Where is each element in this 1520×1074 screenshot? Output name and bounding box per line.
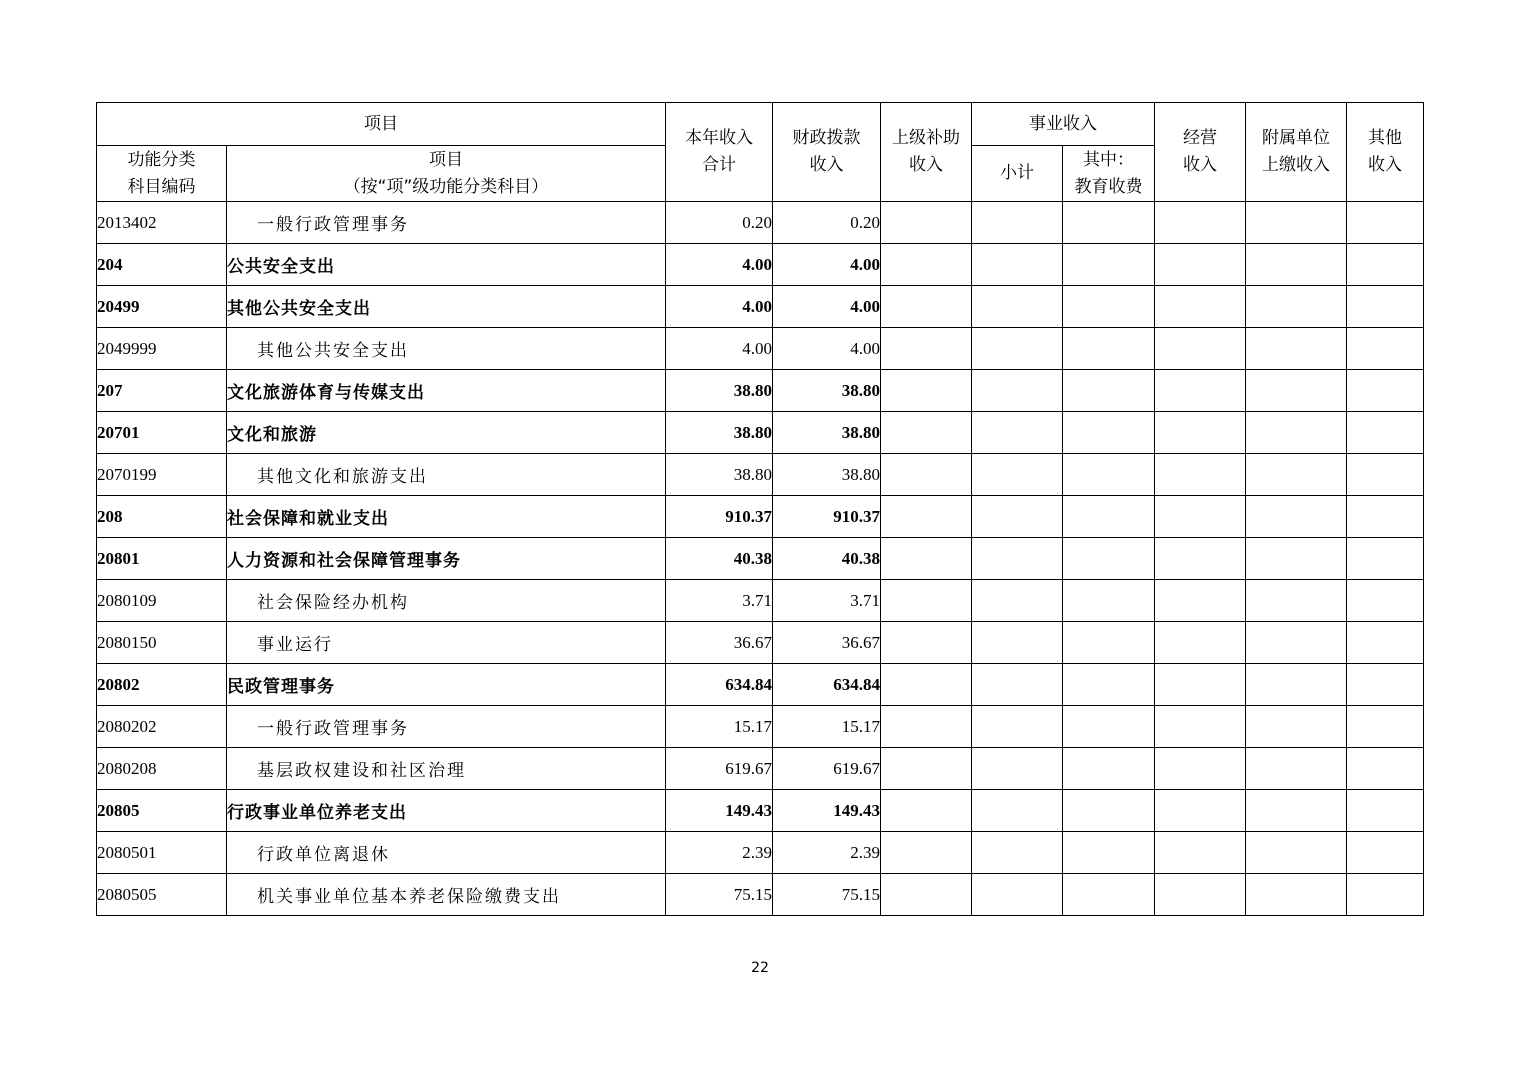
empty-cell [1063,202,1155,244]
total-income-value: 38.80 [666,454,773,496]
empty-cell [1347,286,1424,328]
empty-cell [1347,454,1424,496]
item-name: 其他公共安全支出 [227,328,666,370]
empty-cell [972,580,1063,622]
fiscal-allocation-value: 15.17 [773,706,881,748]
empty-cell [1347,874,1424,916]
empty-cell [972,790,1063,832]
empty-cell [972,538,1063,580]
affiliated-income-header: 附属单位 上缴收入 [1246,103,1347,202]
empty-cell [1063,664,1155,706]
item-name: 社会保险经办机构 [227,580,666,622]
empty-cell [1063,412,1155,454]
empty-cell [972,202,1063,244]
table-row [97,874,1424,916]
empty-cell [1063,496,1155,538]
fiscal-allocation-value: 619.67 [773,748,881,790]
education-fee-header: 其中： 教育收费 [1063,146,1155,202]
empty-cell [1246,622,1347,664]
empty-cell [972,622,1063,664]
empty-cell [1246,496,1347,538]
empty-cell [1155,412,1246,454]
empty-cell [1246,790,1347,832]
superior-subsidy-header: 上级补助 收入 [881,103,972,202]
empty-cell [881,412,972,454]
empty-cell [1246,202,1347,244]
empty-cell [1155,790,1246,832]
item-name: 其他文化和旅游支出 [227,454,666,496]
table-row [97,622,1424,664]
empty-cell [1246,244,1347,286]
empty-cell [1063,328,1155,370]
empty-cell [881,454,972,496]
empty-cell [972,328,1063,370]
empty-cell [1155,454,1246,496]
function-code: 2080501 [97,832,227,874]
empty-cell [881,580,972,622]
table-row [97,496,1424,538]
other-income-header: 其他 收入 [1347,103,1424,202]
table-row [97,706,1424,748]
fiscal-allocation-value: 4.00 [773,286,881,328]
empty-cell [1063,832,1155,874]
empty-cell [881,328,972,370]
empty-cell [881,622,972,664]
empty-cell [1347,328,1424,370]
item-header: 项目 （按“项”级功能分类科目） [227,146,666,202]
table-row [97,664,1424,706]
empty-cell [1246,832,1347,874]
empty-cell [1063,580,1155,622]
empty-cell [1063,790,1155,832]
empty-cell [1155,370,1246,412]
empty-cell [972,496,1063,538]
empty-cell [1347,202,1424,244]
empty-cell [1246,538,1347,580]
project-header: 项目 [97,103,666,146]
empty-cell [972,664,1063,706]
empty-cell [1246,370,1347,412]
total-income-value: 910.37 [666,496,773,538]
empty-cell [1347,412,1424,454]
empty-cell [1155,706,1246,748]
function-code: 20701 [97,412,227,454]
table-row [97,790,1424,832]
table-row [97,580,1424,622]
empty-cell [1155,832,1246,874]
fiscal-allocation-value: 4.00 [773,328,881,370]
fiscal-allocation-value: 149.43 [773,790,881,832]
empty-cell [1063,538,1155,580]
item-name: 一般行政管理事务 [227,202,666,244]
empty-cell [1155,748,1246,790]
total-income-value: 4.00 [666,328,773,370]
table-row [97,832,1424,874]
table-row [97,370,1424,412]
business-subtotal-header: 小计 [972,146,1063,202]
empty-cell [1063,622,1155,664]
empty-cell [972,286,1063,328]
empty-cell [1155,664,1246,706]
table-row [97,202,1424,244]
empty-cell [881,202,972,244]
item-name: 行政单位离退休 [227,832,666,874]
empty-cell [1246,328,1347,370]
function-code: 20499 [97,286,227,328]
total-income-value: 0.20 [666,202,773,244]
item-name: 一般行政管理事务 [227,706,666,748]
item-name: 文化和旅游 [227,412,666,454]
table-row [97,328,1424,370]
total-income-value: 75.15 [666,874,773,916]
function-code: 2080208 [97,748,227,790]
empty-cell [1063,286,1155,328]
empty-cell [1347,622,1424,664]
empty-cell [1155,580,1246,622]
item-name: 公共安全支出 [227,244,666,286]
item-name: 行政事业单位养老支出 [227,790,666,832]
empty-cell [972,706,1063,748]
empty-cell [1347,580,1424,622]
fiscal-allocation-value: 38.80 [773,454,881,496]
empty-cell [1063,706,1155,748]
fiscal-allocation-value: 75.15 [773,874,881,916]
function-code: 207 [97,370,227,412]
total-income-value: 4.00 [666,244,773,286]
total-income-value: 4.00 [666,286,773,328]
empty-cell [1246,748,1347,790]
function-code: 208 [97,496,227,538]
empty-cell [1155,328,1246,370]
total-income-value: 634.84 [666,664,773,706]
empty-cell [881,706,972,748]
fiscal-allocation-value: 634.84 [773,664,881,706]
empty-cell [972,874,1063,916]
empty-cell [972,244,1063,286]
total-income-value: 2.39 [666,832,773,874]
empty-cell [972,454,1063,496]
empty-cell [1347,370,1424,412]
function-code: 2080109 [97,580,227,622]
function-code: 2013402 [97,202,227,244]
empty-cell [1063,748,1155,790]
item-name: 文化旅游体育与传媒支出 [227,370,666,412]
fiscal-allocation-value: 36.67 [773,622,881,664]
empty-cell [881,832,972,874]
empty-cell [1155,622,1246,664]
empty-cell [1347,748,1424,790]
empty-cell [972,412,1063,454]
empty-cell [972,370,1063,412]
table-row [97,748,1424,790]
function-code: 2070199 [97,454,227,496]
item-name: 其他公共安全支出 [227,286,666,328]
item-name: 人力资源和社会保障管理事务 [227,538,666,580]
empty-cell [1347,832,1424,874]
fiscal-allocation-value: 38.80 [773,370,881,412]
function-code: 20805 [97,790,227,832]
empty-cell [881,370,972,412]
fiscal-allocation-value: 38.80 [773,412,881,454]
fiscal-allocation-value: 3.71 [773,580,881,622]
total-income-value: 15.17 [666,706,773,748]
total-income-value: 3.71 [666,580,773,622]
item-name: 基层政权建设和社区治理 [227,748,666,790]
empty-cell [881,664,972,706]
table-row [97,454,1424,496]
empty-cell [881,244,972,286]
function-code: 2049999 [97,328,227,370]
page-number: 22 [751,960,769,976]
item-name: 民政管理事务 [227,664,666,706]
empty-cell [1347,790,1424,832]
item-name: 机关事业单位基本养老保险缴费支出 [227,874,666,916]
function-code: 2080202 [97,706,227,748]
function-code: 2080505 [97,874,227,916]
total-income-value: 36.67 [666,622,773,664]
empty-cell [881,286,972,328]
table-body [97,202,1424,916]
empty-cell [1155,202,1246,244]
fiscal-allocation-value: 2.39 [773,832,881,874]
fiscal-allocation-value: 4.00 [773,244,881,286]
empty-cell [1246,286,1347,328]
empty-cell [1063,244,1155,286]
fiscal-allocation-value: 0.20 [773,202,881,244]
empty-cell [1063,454,1155,496]
function-code-header: 功能分类 科目编码 [97,146,227,202]
table-row [97,538,1424,580]
function-code: 20801 [97,538,227,580]
fiscal-allocation-value: 40.38 [773,538,881,580]
business-income-header: 事业收入 [972,103,1155,146]
empty-cell [881,874,972,916]
empty-cell [881,538,972,580]
total-income-value: 40.38 [666,538,773,580]
empty-cell [1155,286,1246,328]
empty-cell [1063,370,1155,412]
fiscal-allocation-header: 财政拨款 收入 [773,103,881,202]
empty-cell [1347,538,1424,580]
function-code: 204 [97,244,227,286]
empty-cell [881,748,972,790]
empty-cell [1246,706,1347,748]
operating-income-header: 经营 收入 [1155,103,1246,202]
function-code: 20802 [97,664,227,706]
empty-cell [1155,538,1246,580]
total-income-value: 149.43 [666,790,773,832]
empty-cell [1347,664,1424,706]
income-budget-table [96,102,1424,916]
total-income-value: 38.80 [666,370,773,412]
empty-cell [1155,496,1246,538]
function-code: 2080150 [97,622,227,664]
table-row [97,412,1424,454]
fiscal-allocation-value: 910.37 [773,496,881,538]
table-row [97,286,1424,328]
empty-cell [972,832,1063,874]
empty-cell [1155,244,1246,286]
empty-cell [1246,580,1347,622]
item-name: 事业运行 [227,622,666,664]
table-row [97,244,1424,286]
empty-cell [1155,874,1246,916]
total-income-header: 本年收入 合计 [666,103,773,202]
empty-cell [1246,664,1347,706]
empty-cell [1347,496,1424,538]
empty-cell [1246,874,1347,916]
empty-cell [972,748,1063,790]
total-income-value: 38.80 [666,412,773,454]
item-name: 社会保障和就业支出 [227,496,666,538]
empty-cell [881,496,972,538]
empty-cell [1347,244,1424,286]
empty-cell [1347,706,1424,748]
total-income-value: 619.67 [666,748,773,790]
empty-cell [1063,874,1155,916]
empty-cell [1246,454,1347,496]
empty-cell [881,790,972,832]
empty-cell [1246,412,1347,454]
